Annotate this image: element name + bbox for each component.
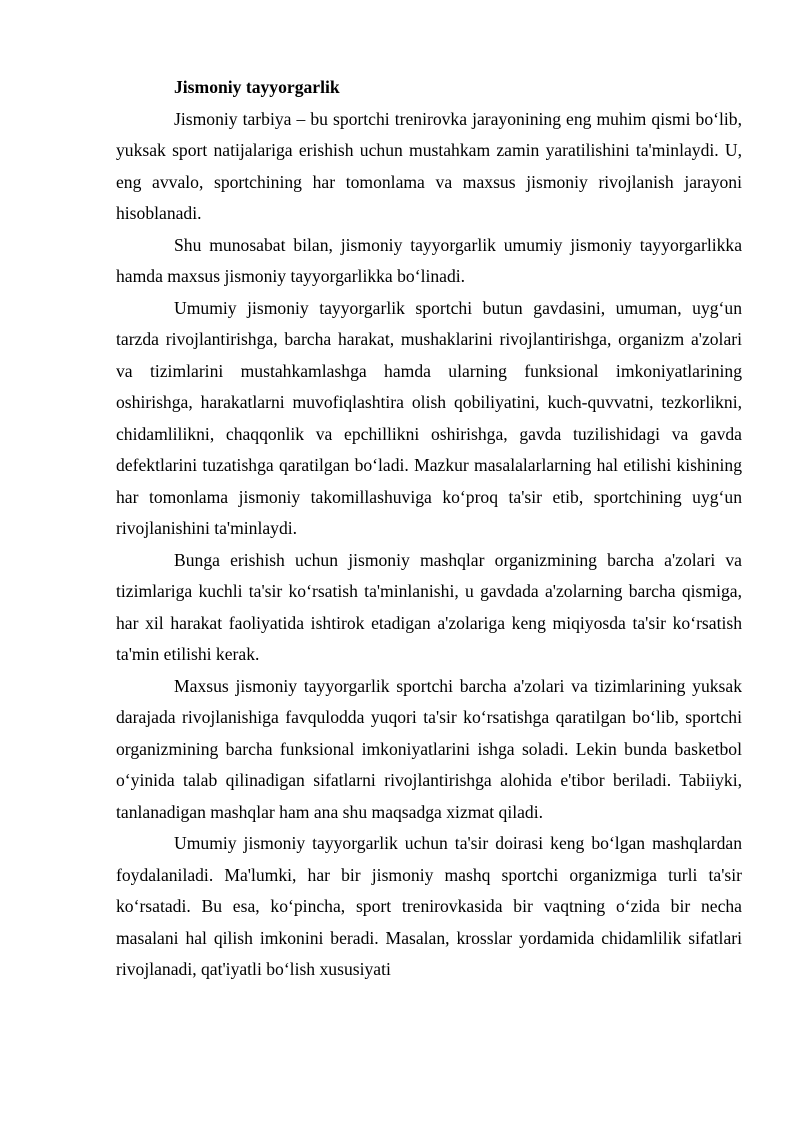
paragraph-exercises: Umumiy jismoniy tayyorgarlik uchun ta'sir doirasi keng bo‘lgan mashqlardan foydalaniladi. Ma'lumki, har bir jismoniy mashq sportchi organizmiga turli ta'sir ko‘rsatadi. Bu esa, ko‘pincha, sport trenirovkasida bir vaqtning o‘zida bir necha masalani hal qilish imkonini beradi. Masalan, krosslar yordamida chidamlilik sifatlari rivojlanadi, qat'iyatli bo‘lish xususiyati — [116, 833, 742, 979]
document-page — [116, 0, 742, 986]
paragraph-preparation-types: Shu munosabat bilan, jismoniy tayyorgarlik umumiy jismoniy tayyorgarlikka hamda maxsus jismoniy tayyorgarlikka bo‘linadi. — [116, 234, 742, 286]
paragraph-special-preparation: Maxsus jismoniy tayyorgarlik sportchi barcha a'zolari va tizimlarining yuksak darajada rivojlanishiga favqulodda yuqori ta'sir ko‘rsatishga qaratilgan bo‘lib, sportchi organizmining barcha funksional imkoniyatlarini ishga soladi. Lekin bunda basketbol o‘yinida talab qilinadigan sifatlarni rivojlantirishga alohida e'tibor beriladi. Tabiiyki, tanlanadigan mashqlar ham ana shu maqsadga xizmat qiladi. — [116, 675, 742, 822]
paragraph-general-preparation: Umumiy jismoniy tayyorgarlik sportchi butun gavdasini, umuman, uyg‘un tarzda rivojlantirishga, barcha harakat, mushaklarini rivojlantirishga, organizm a'zolari va tizimlarini mustahkamlashga hamda ularning funksional imkoniyatlarining oshirishga, harakatlarni muvofiqlashtira olish qobiliyatini, kuch-quvvatni, tezkorlikni, chidamlilikni, chaqqonlik va epchillikni oshirishga, gavda tuzilishidagi va gavda defektlarini tuzatishga qaratilgan bo‘ladi. Mazkur masalalarlarning hal etilishi kishining har tomonlama jismoniy takomillashuviga ko‘proq ta'sir etib, sportchining uyg‘un rivojlanishini ta'minlaydi. — [116, 297, 742, 538]
paragraph-physical-education: Jismoniy tarbiya – bu sportchi trenirovka jarayonining eng muhim qismi bo‘lib, yuksak sport natijalariga erishish uchun mustahkam zamin yaratilishini ta'minlaydi. U, eng avvalo, sportchining har tomonlama va maxsus jismoniy rivojlanish jarayoni hisoblanadi. — [116, 108, 742, 223]
paragraph-achievement: Bunga erishish uchun jismoniy mashqlar organizmining barcha a'zolari va tizimlariga kuchli ta'sir ko‘rsatish ta'minlanishi, u gavdada a'zolarning barcha qismiga, har xil harakat faoliyatida ishtirok etadigan a'zolariga keng miqiyosda ta'sir ko‘rsatish ta'min etilishi kerak. — [116, 549, 742, 664]
section-heading: Jismoniy tayyorgarlik — [174, 77, 340, 97]
